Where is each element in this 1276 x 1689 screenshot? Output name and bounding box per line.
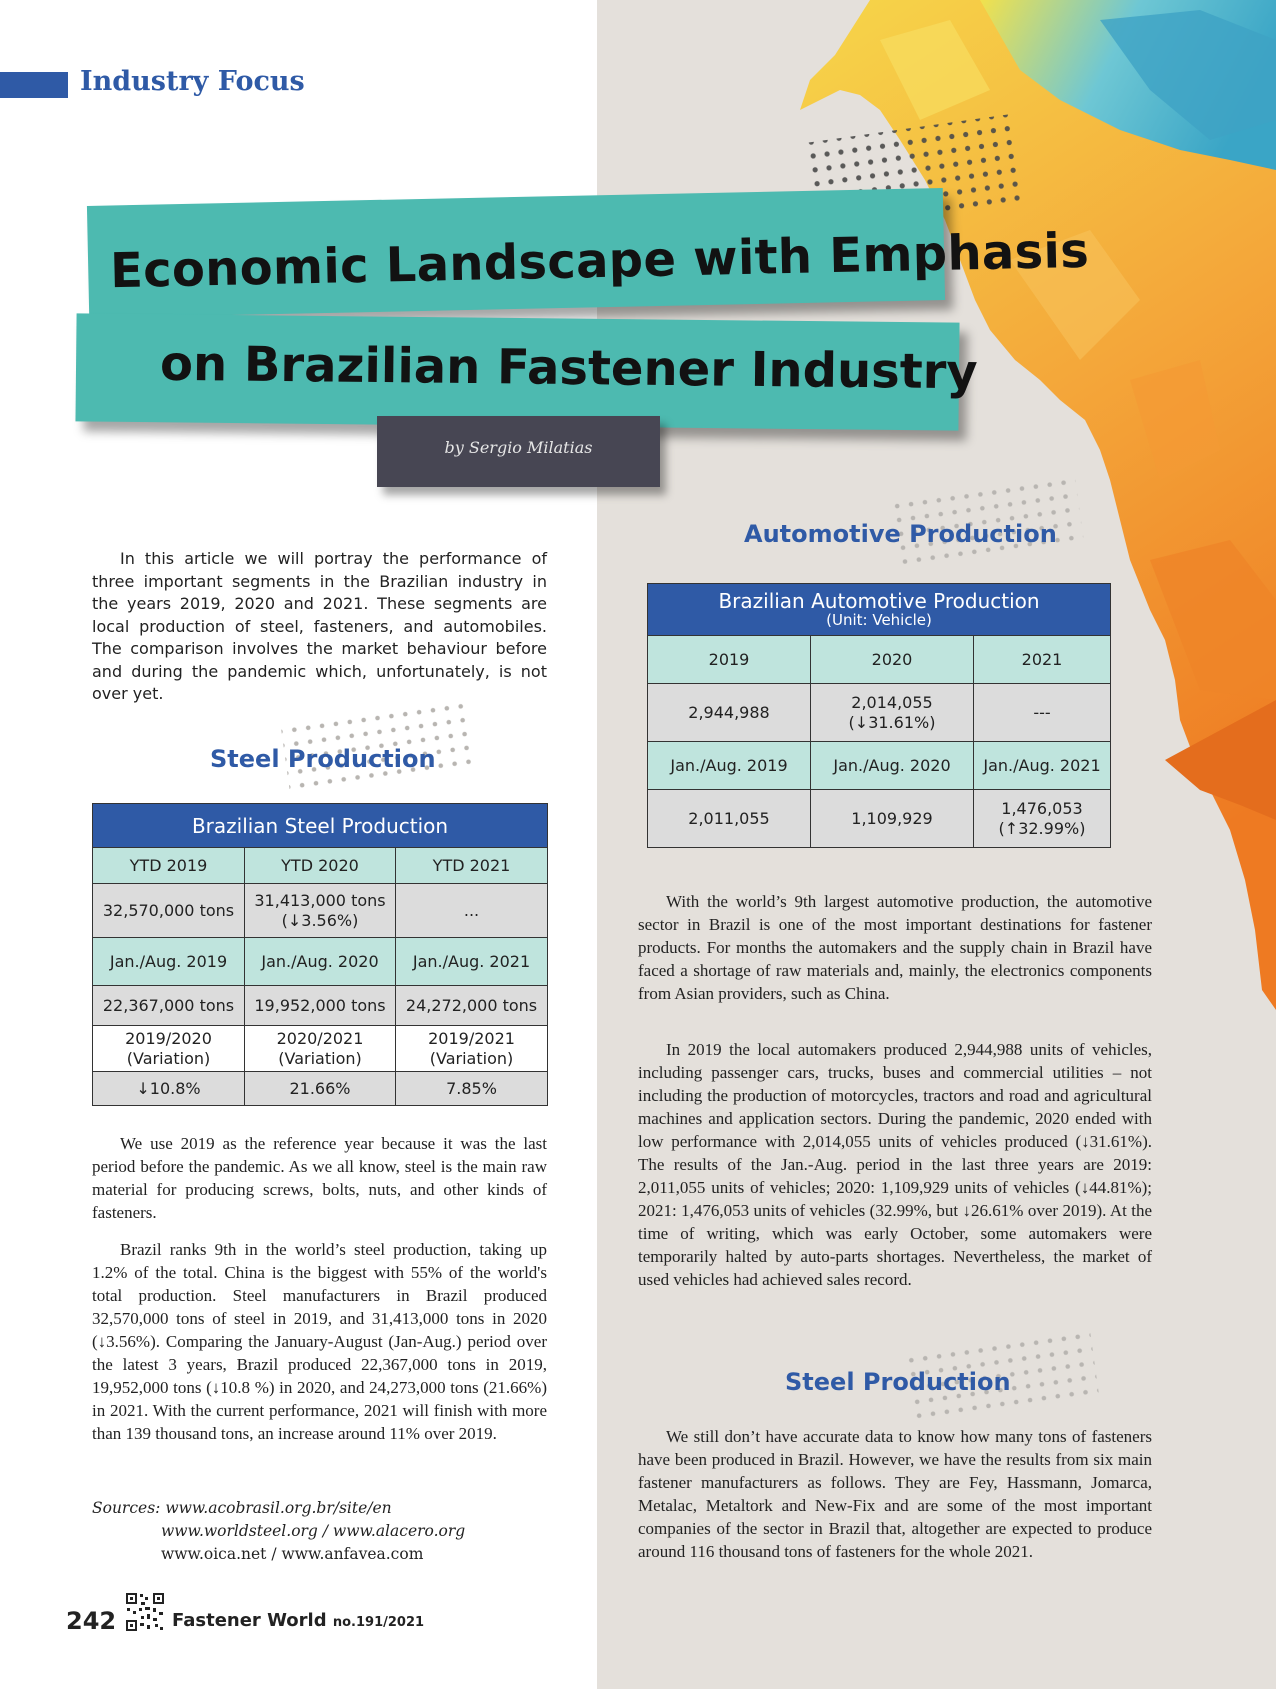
cell-change: (↑32.99%) <box>998 818 1086 838</box>
table-cell: ... <box>396 884 548 938</box>
byline-box <box>377 416 660 487</box>
table-header-cell: YTD 2021 <box>396 848 548 884</box>
cell-change: (↓31.61%) <box>848 712 936 732</box>
page-number: 242 <box>66 1607 117 1635</box>
table-header-cell: 2019 <box>648 636 811 684</box>
automotive-table <box>647 583 1111 848</box>
qr-code-icon <box>125 1592 165 1632</box>
steel-paragraph-1: We use 2019 as the reference year because it was the last period before the pandemic. As we all know, steel is the main raw material for producing screws, bolts, nuts, and other kinds of fasteners. <box>92 1134 547 1222</box>
automotive-paragraph-2: In 2019 the local automakers produced 2,944,988 units of vehicles, including passenger cars, trucks, buses and commercial utilities – not including the production of motorcycles, tractors and road and agricultural machines and application sectors. During the pandemic, 2020 ended with low performance with 2,014,055 units of vehicles produced (↓31.61%). The results of the Jan.-Aug. period in the last three years are 2019: 2,011,055 units of vehicles; 2020: 1,109,929 units of vehicles (↓44.81%); 2021: 1,476,053 units of vehicles (32.99%, but ↓26.61% over 2019). At the time of writing, which was early October, some automakers were temporarily halted by auto-parts shortages. Nevertheless, the market of used vehicles had achieved sales record. <box>638 1040 1152 1289</box>
title-line-2: on Brazilian Fastener Industry <box>159 335 978 401</box>
table-header-cell: Jan./Aug. 2021 <box>396 938 548 986</box>
var-sublabel: (Variation) <box>126 1048 211 1068</box>
section-tag: Industry Focus <box>80 66 305 97</box>
table-header-cell <box>396 1026 548 1072</box>
table-header-cell: 2021 <box>974 636 1111 684</box>
table-cell: ↓10.8% <box>93 1072 245 1106</box>
table-cell: 24,272,000 tons <box>396 986 548 1026</box>
automotive-heading: Automotive Production <box>744 520 1057 548</box>
table-header-cell <box>245 1026 396 1072</box>
automotive-table-unit: (Unit: Vehicle) <box>826 610 932 629</box>
source-line-3: www.oica.net / www.anfavea.com <box>161 1545 424 1563</box>
intro-paragraph: In this article we will portray the performance of three important segments in the Brazilian industry in the years 2019, 2020 and 2021. These segments are local production of steel, fasteners, and automobiles. The comparison involves the market behaviour before and during the pandemic which, unfortunately, is not over yet. <box>92 549 547 703</box>
cell-value: 2,014,055 <box>851 692 933 712</box>
table-header-cell: Jan./Aug. 2019 <box>93 938 245 986</box>
steel-table <box>92 803 548 1106</box>
var-label: 2019/2021 <box>428 1028 515 1048</box>
magazine-name <box>172 1610 424 1631</box>
section-tag-bar <box>0 72 68 98</box>
table-header-cell: YTD 2019 <box>93 848 245 884</box>
automotive-table-title-cell <box>648 584 1111 636</box>
source-line-2: www.worldsteel.org / www.alacero.org <box>161 1522 466 1540</box>
steel-paragraph-2: Brazil ranks 9th in the world’s steel production, taking up 1.2% of the total. China is the biggest with 55% of the world's total production. Steel manufacturers in Brazil produced 32,570,000 tons of steel in 2019, and 31,413,000 tons in 2020 (↓3.56%). Comparing the January-August (Jan-Aug.) period over the latest 3 years, Brazil produced 22,367,000 tons in 2019, 19,952,000 tons (↓10.8 %) in 2020, and 24,273,000 tons (21.66%) in 2021. With the current performance, 2021 will finish with more than 139 thousand tons, an increase around 11% over 2019. <box>92 1240 547 1443</box>
var-label: 2019/2020 <box>125 1028 212 1048</box>
table-cell: 32,570,000 tons <box>93 884 245 938</box>
magazine-title: Fastener World <box>172 1610 327 1631</box>
table-header-cell: Jan./Aug. 2020 <box>811 742 974 790</box>
automotive-paragraph-1: With the world’s 9th largest automotive production, the automotive sector in Brazil is one of the most important destinations for fastener products. For months the automakers and the supply chain in Brazil have faced a shortage of raw materials and, mainly, the electronics components from Asian providers, such as China. <box>638 892 1152 1003</box>
issue-number: no.191/2021 <box>332 1615 425 1630</box>
var-sublabel: (Variation) <box>429 1048 514 1068</box>
steel-heading: Steel Production <box>210 745 436 773</box>
table-cell: 19,952,000 tons <box>245 986 396 1026</box>
table-cell: 21.66% <box>245 1072 396 1106</box>
byline: by Sergio Milatias <box>444 438 593 457</box>
fastener-paragraph: We still don’t have accurate data to know how many tons of fasteners have been produced in Brazil. However, we have the results from six main fastener manufacturers as follows. They are Fey, Hassmann, Jomarca, Metalac, Metaltork and New-Fix and are some of the most important companies of the sector in Brazil that, altogether are expected to produce around 116 thousand tons of fasteners for the whole 2021. <box>638 1427 1152 1561</box>
sources <box>92 1497 465 1566</box>
table-cell: --- <box>974 684 1111 742</box>
table-header-cell: YTD 2020 <box>245 848 396 884</box>
table-cell <box>974 790 1111 848</box>
cell-value: 31,413,000 tons <box>254 890 386 910</box>
steel-table-title: Brazilian Steel Production <box>93 804 548 848</box>
cell-value: 1,476,053 <box>1001 798 1083 818</box>
var-label: 2020/2021 <box>276 1028 364 1048</box>
source-line-1: www.acobrasil.org.br/site/en <box>165 1499 392 1517</box>
var-sublabel: (Variation) <box>278 1048 362 1068</box>
table-cell: 2,011,055 <box>648 790 811 848</box>
fastener-heading: Steel Production <box>785 1368 1011 1396</box>
cell-change: (↓3.56%) <box>281 910 359 930</box>
table-cell: 1,109,929 <box>811 790 974 848</box>
automotive-table-title: Brazilian Automotive Production <box>718 588 1040 613</box>
table-header-cell <box>93 1026 245 1072</box>
table-header-cell: 2020 <box>811 636 974 684</box>
table-cell: 2,944,988 <box>648 684 811 742</box>
table-cell <box>811 684 974 742</box>
table-header-cell: Jan./Aug. 2020 <box>245 938 396 986</box>
table-cell: 7.85% <box>396 1072 548 1106</box>
table-header-cell: Jan./Aug. 2021 <box>974 742 1111 790</box>
sources-label: Sources: <box>92 1499 161 1517</box>
table-cell: 22,367,000 tons <box>93 986 245 1026</box>
table-cell <box>245 884 396 938</box>
title-line-1: Economic Landscape with Emphasis <box>109 222 1090 300</box>
table-header-cell: Jan./Aug. 2019 <box>648 742 811 790</box>
